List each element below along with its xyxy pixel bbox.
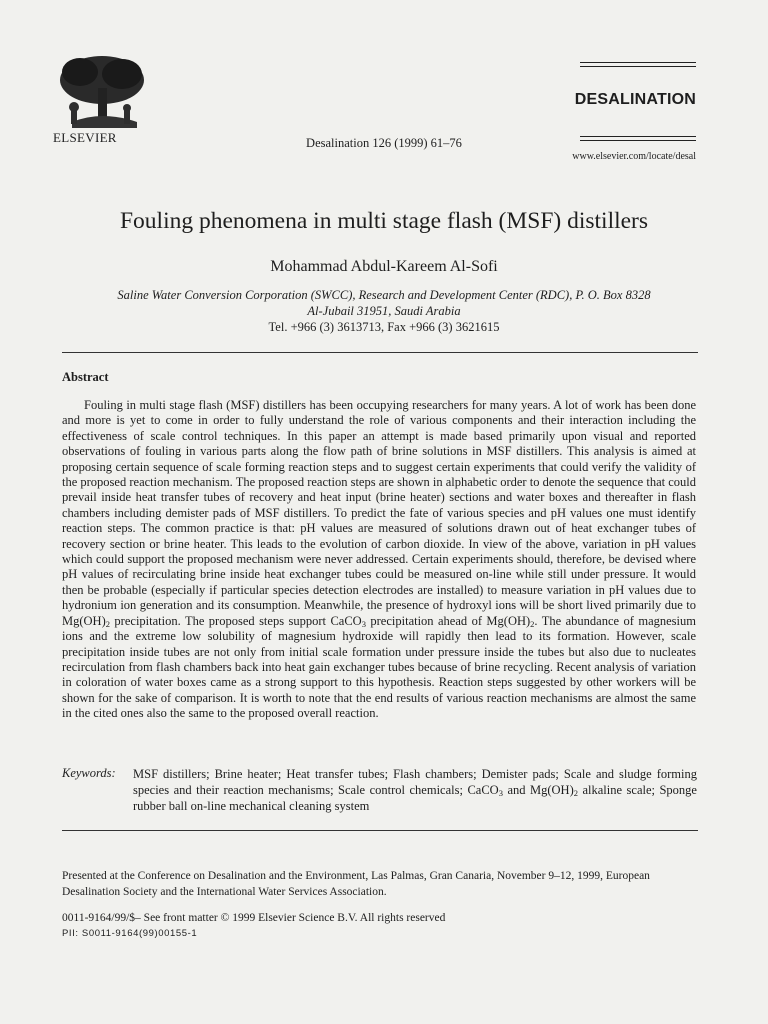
abstract-body (62, 398, 696, 722)
contact-info: Tel. +966 (3) 3613713, Fax +966 (3) 3621615 (268, 320, 500, 334)
divider-top (62, 352, 698, 353)
conference-note: Presented at the Conference on Desalination and the Environment, Las Palmas, Gran Canaria, November 9–12, 1999, European Desalination Society and the International Water Services Association. (62, 870, 650, 898)
divider-bottom (62, 830, 698, 831)
abstract-text-1: Fouling in multi stage flash (MSF) distillers has been occupying researchers for many years. A lot of work has been done and more is yet to come in order to fully understand the role of various components and their interaction including the effectiveness of scale control techniques. In this paper an attempt is made based primarily upon visual and reported observations of fouling in various parts along the flow path of brine solutions in MSF distillers. This analysis is aimed at proposing certain sequence of scale forming reaction steps and to suggest certain experiments that could verify the validity of the proposed reaction mechanism. The proposed reaction steps are shown in alphabetic order to denote the sequence that could prevail inside heat transfer tubes of recovery and heat input (brine heater) sections and water boxes and thereafter in flash chambers including demister pads of MSF distillers. To predict the fate of various species and pH values one must identify reaction steps. The common practice is that: pH values are measured of solutions drawn out of heat exchanger tubes of recovery section or brine heater. This leads to the evolution of carbon dioxide. In view of the above, variation in pH values which could support the proposed mechanism were never addressed. Certain experiments should, therefore, be devised where pH values of recirculating brine inside heat exchanger tubes could be measured on-line while still under pressure. It would then be probable (especially if particular species detection electrodes are installed) to measure variation in pH values due to hydronium ion generation and its consumption. Meanwhile, the presence of hydroxyl ions will be short lived primarily due to Mg(OH) (62, 398, 696, 628)
keywords-text-1: MSF distillers; Brine heater; Heat transfer tubes; Flash chambers; Demister pads; Scale and sludge forming species and their reaction mechanisms; Scale control chemicals; CaCO (133, 767, 697, 797)
abstract-text-4: . The abundance of magnesium ions and the extreme low solubility of magnesium hydroxide will rapidly then lead to its formation. However, scale precipitation inside tubes are not only from initial scale formation under pressure inside the tubes but also due to nucleates recirculation from flash chambers back into heat gain exchanger tubes because of brine recycling. Recent analysis of variation in coloration of water boxes came as a strong support to this hypothesis. Reaction steps suggested by other workers will be shown for the sake of comparison. It is worth to note that the end results of various reaction mechanisms are almost the same in the cited ones also the same to the proposed overall reaction. (62, 613, 696, 721)
pii-line: PII: S0011-9164(99)00155-1 (62, 928, 198, 939)
journal-name: DESALINATION (574, 91, 696, 108)
keywords-text-3: alkaline scale; Sponge rubber ball on-line mechanical cleaning system (133, 783, 697, 813)
subscript: 3 (498, 788, 503, 798)
subscript: 2 (105, 618, 110, 629)
affiliation-line2: Al-Jubail 31951, Saudi Arabia (307, 304, 461, 318)
affiliation-line1: Saline Water Conversion Corporation (SWCC), Research and Development Center (RDC), P. O. Box 8328 (117, 288, 651, 302)
keywords-text (133, 766, 697, 814)
publisher-name: ELSEVIER (53, 130, 117, 145)
copyright-line: 0011-9164/99/$– See front matter © 1999 Elsevier Science B.V. All rights reserved (62, 912, 446, 924)
keywords-text-2: and Mg(OH) (502, 783, 574, 797)
abstract-text-2: precipitation. The proposed steps support CaCO (110, 613, 362, 628)
journal-url: www.elsevier.com/locate/desal (572, 151, 696, 162)
abstract-heading: Abstract (62, 370, 109, 384)
journal-rule-top (580, 62, 696, 63)
journal-rule-bottom (580, 136, 696, 137)
journal-rule-top-2 (580, 66, 696, 67)
abstract-text-3: precipitation ahead of Mg(OH) (365, 613, 531, 628)
keywords-label: Keywords: (62, 766, 116, 780)
subscript: 3 (361, 618, 366, 629)
author-name: Mohammad Abdul-Kareem Al-Sofi (270, 258, 498, 275)
subscript: 2 (573, 788, 578, 798)
journal-rule-bottom-2 (580, 140, 696, 141)
subscript: 2 (530, 618, 535, 629)
elsevier-tree-logo (52, 52, 152, 132)
paper-title: Fouling phenomena in multi stage flash (MSF) distillers (119, 208, 649, 234)
citation: Desalination 126 (1999) 61–76 (306, 136, 462, 150)
